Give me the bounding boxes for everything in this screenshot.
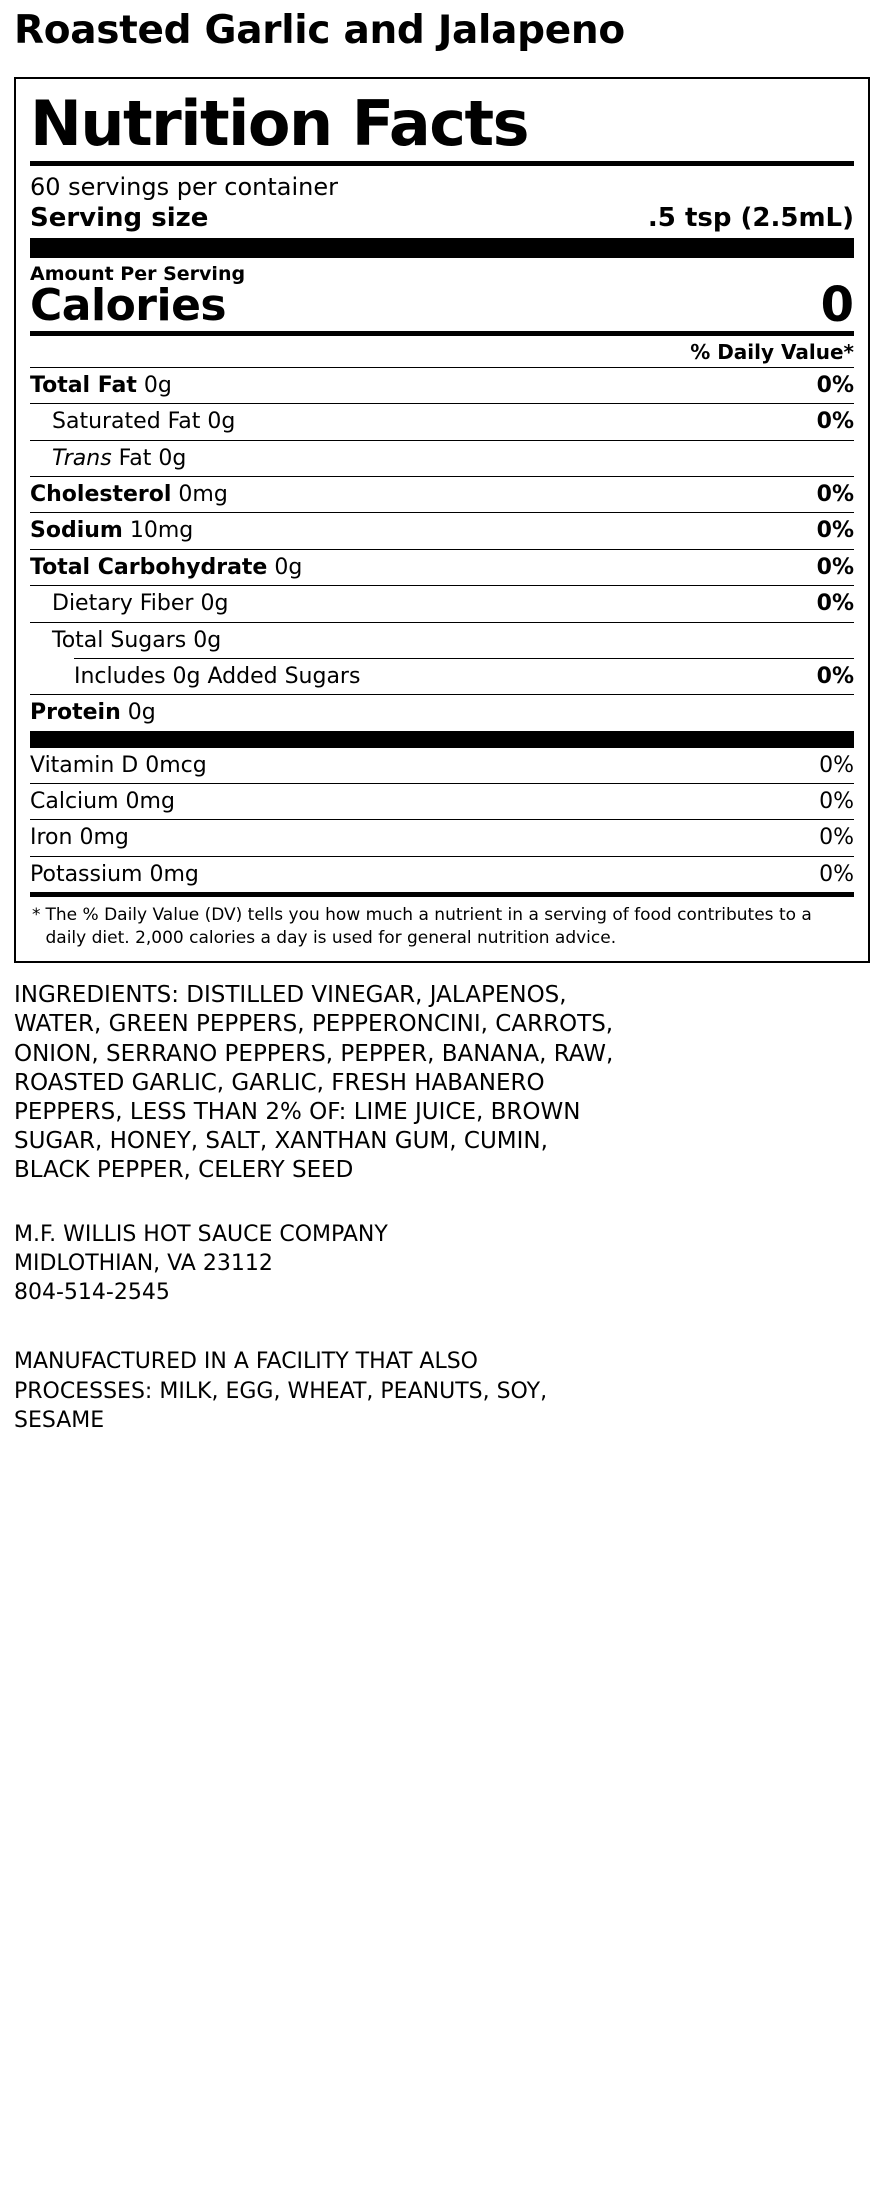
nutrient-name: Cholesterol <box>30 481 172 507</box>
nutrient-amount: 0g <box>207 409 236 435</box>
serving-size-value: .5 tsp (2.5mL) <box>647 202 854 233</box>
nutrient-dv: 0% <box>816 591 854 617</box>
vitamin-dv: 0% <box>819 752 854 778</box>
company-name: M.F. WILLIS HOT SAUCE COMPANY <box>14 1221 388 1247</box>
nutrient-name: Trans <box>52 445 112 471</box>
nutrient-amount: 0g <box>193 627 222 653</box>
nutrient-amount: 0g <box>143 372 172 398</box>
table-row <box>30 857 854 892</box>
servings-per-container: 60 servings per container <box>30 172 338 201</box>
company-phone: 804-514-2545 <box>14 1280 170 1306</box>
nutrition-label-page <box>0 8 894 1435</box>
table-row <box>30 550 854 585</box>
table-row <box>30 513 854 548</box>
table-row <box>30 368 854 403</box>
table-row <box>30 695 854 730</box>
table-row <box>30 623 854 658</box>
serving-size-row <box>30 203 854 233</box>
company-block <box>14 1220 880 1308</box>
table-row <box>30 784 854 819</box>
table-row <box>30 748 854 783</box>
table-row <box>30 441 854 476</box>
nutrition-facts-panel <box>14 77 870 963</box>
company-address: MIDLOTHIAN, VA 23112 <box>14 1250 273 1276</box>
nutrient-name: Total Fat <box>30 372 137 398</box>
table-row <box>30 404 854 439</box>
nutrient-amount: 0g <box>274 554 303 580</box>
daily-value-header: % Daily Value* <box>690 339 854 364</box>
table-row <box>30 820 854 855</box>
nutrient-dv: 0% <box>816 518 854 544</box>
nutrient-name: Dietary Fiber <box>52 591 194 617</box>
nutrient-amount: 0mg <box>178 481 228 507</box>
amount-per-serving-label: Amount Per Serving <box>30 262 246 285</box>
nutrient-name: Total Carbohydrate <box>30 554 268 580</box>
nutrient-dv: 0% <box>816 409 854 435</box>
divider-serving <box>30 238 854 258</box>
nutrient-amount: 0g <box>200 591 229 617</box>
ingredients-text: INGREDIENTS: DISTILLED VINEGAR, JALAPENOS, WATER, GREEN PEPPERS, PEPPERONCINI, CARROTS, ONION, SERRANO PEPPERS, PEPPER, BANANA, RAW, ROASTED GARLIC, GARLIC, FRESH HABANERO PEPPERS, LESS THAN 2% OF: LIME JUICE, BROWN SUGAR, HONEY, SALT, XANTHAN GUM, CUMIN, BLACK PEPPER, CELERY SEED <box>14 982 614 1184</box>
divider-protein <box>30 731 854 748</box>
daily-value-footnote <box>30 897 854 949</box>
calories-value: 0 <box>820 276 854 333</box>
nutrient-name: Protein <box>30 700 121 726</box>
nutrient-name: Total Sugars <box>52 627 187 653</box>
vitamin-dv: 0% <box>819 789 854 815</box>
calories-row <box>30 276 854 333</box>
divider-title <box>30 161 854 166</box>
nutrient-dv: 0% <box>816 481 854 507</box>
vitamin-name: Calcium 0mg <box>30 789 175 815</box>
footnote-star: * <box>32 905 41 926</box>
product-title: Roasted Garlic and Jalapeno <box>14 8 625 53</box>
nutrient-name: Includes 0g Added Sugars <box>74 663 361 689</box>
nutrition-facts-title: Nutrition Facts <box>30 86 529 160</box>
calories-label: Calories <box>30 279 227 331</box>
nutrient-amount: 10mg <box>129 518 194 544</box>
vitamin-dv: 0% <box>819 861 854 887</box>
table-row <box>30 477 854 512</box>
footnote-text: The % Daily Value (DV) tells you how much a nutrient in a serving of food contributes to a daily diet. 2,000 calories a day is used for general nutrition advice. <box>45 905 812 948</box>
nutrient-amount: 0g <box>127 700 156 726</box>
serving-size-label: Serving size <box>30 202 209 233</box>
allergen-statement: MANUFACTURED IN A FACILITY THAT ALSO PROCESSES: MILK, EGG, WHEAT, PEANUTS, SOY, SESAME <box>14 1349 548 1433</box>
nutrient-dv: 0% <box>816 372 854 398</box>
vitamin-name: Vitamin D 0mcg <box>30 752 207 778</box>
nutrient-name: Sodium <box>30 518 123 544</box>
vitamin-name: Iron 0mg <box>30 825 129 851</box>
table-row <box>30 586 854 621</box>
nutrient-name: Saturated Fat <box>52 409 201 435</box>
table-row <box>30 659 854 694</box>
nutrient-dv: 0% <box>816 554 854 580</box>
nutrient-amount: Fat 0g <box>118 445 187 471</box>
nutrient-dv: 0% <box>816 663 854 689</box>
vitamin-name: Potassium 0mg <box>30 861 199 887</box>
vitamin-dv: 0% <box>819 825 854 851</box>
